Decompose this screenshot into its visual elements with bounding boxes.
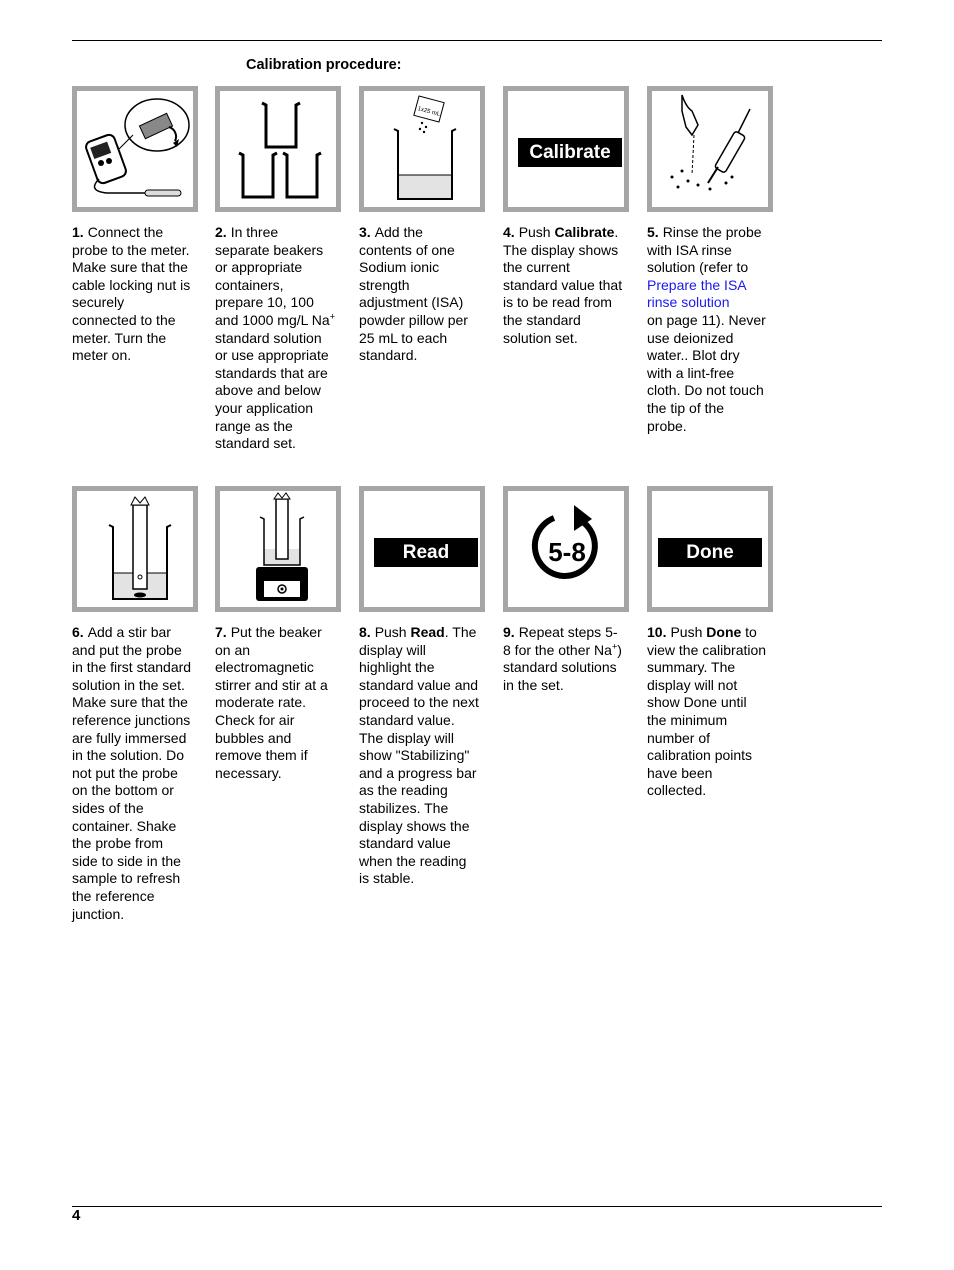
section-heading: Calibration procedure:	[246, 57, 402, 73]
step-4-text: 4. Push Calibrate. The display shows the current standard value that is to be read from the standard solution set.	[503, 224, 623, 346]
illustration-three-beakers	[215, 86, 341, 212]
repeat-arrow-icon	[508, 491, 624, 607]
rinse-bottle-icon	[652, 91, 768, 207]
step-2-text: 2. In three separate beakers or appropriate containers, prepare 10, 100 and 1000 mg/L Na+ standard solution or use appropriate standards that are above and below your application range as the standard set.	[215, 224, 335, 452]
prepare-isa-rinse-link[interactable]: Prepare the ISA rinse solution	[647, 276, 746, 311]
step-9-text: 9. Repeat steps 5-8 for the other Na+) standard solutions in the set.	[503, 624, 622, 693]
calibrate-key-label: Calibrate	[518, 138, 622, 167]
step-1-text: 1. Connect the probe to the meter. Make sure that the cable locking nut is securely connected to the meter. Turn the meter on.	[72, 224, 191, 364]
step-10-text: 10. Push Done to view the calibration summary. The display will not show Done until the minimum number of calibration points have been collected.	[647, 624, 767, 799]
powder-pillow-icon	[364, 91, 480, 207]
step-5-text: 5. Rinse the probe with ISA rinse solution (refer to Prepare the ISA rinse solution on page 11). Never use deionized water.. Blot dry with a lint-free cloth. Do not touch the tip of the probe.	[647, 224, 766, 434]
step-7-text: 7. Put the beaker on an electromagnetic stirrer and stir at a moderate rate. Check for air bubbles and remove them if necessary.	[215, 624, 328, 781]
step-3-text: 3. Add the contents of one Sodium ionic strength adjustment (ISA) powder pillow per 25 mL to each standard.	[359, 224, 468, 364]
illustration-stirrer	[215, 486, 341, 612]
illustration-read-key	[359, 486, 485, 612]
meter-probe-icon	[77, 91, 193, 207]
beaker-probe-icon	[77, 491, 193, 607]
illustration-calibrate-key	[503, 86, 629, 212]
done-key-label: Done	[658, 538, 762, 567]
beakers-icon	[220, 91, 336, 207]
illustration-done-key	[647, 486, 773, 612]
read-key-label: Read	[374, 538, 478, 567]
top-rule	[72, 40, 882, 41]
stirrer-icon	[220, 491, 336, 607]
page-number: 4	[72, 1207, 81, 1224]
illustration-repeat-steps	[503, 486, 629, 612]
step-8-text: 8. Push Read. The display will highlight the standard value and proceed to the next standard value. The display will show "Stabilizing" and a progress bar as the reading stabilizes. The display shows the standard value when the reading is stable.	[359, 624, 479, 887]
illustration-rinse-probe	[647, 86, 773, 212]
repeat-steps-label: 5-8	[548, 537, 586, 567]
step-6-text: 6. Add a stir bar and put the probe in the first standard solution in the set. Make sure that the reference junctions are fully immersed in the solution. Do not put the probe on the bottom or sides of the container. Shake the probe from side to side in the sample to refresh the reference junction.	[72, 624, 192, 922]
bottom-rule	[72, 1206, 882, 1207]
illustration-add-isa-pillow	[359, 86, 485, 212]
illustration-stir-bar-probe	[72, 486, 198, 612]
pillow-label: 1x25 mL	[416, 106, 441, 118]
illustration-connect-probe	[72, 86, 198, 212]
